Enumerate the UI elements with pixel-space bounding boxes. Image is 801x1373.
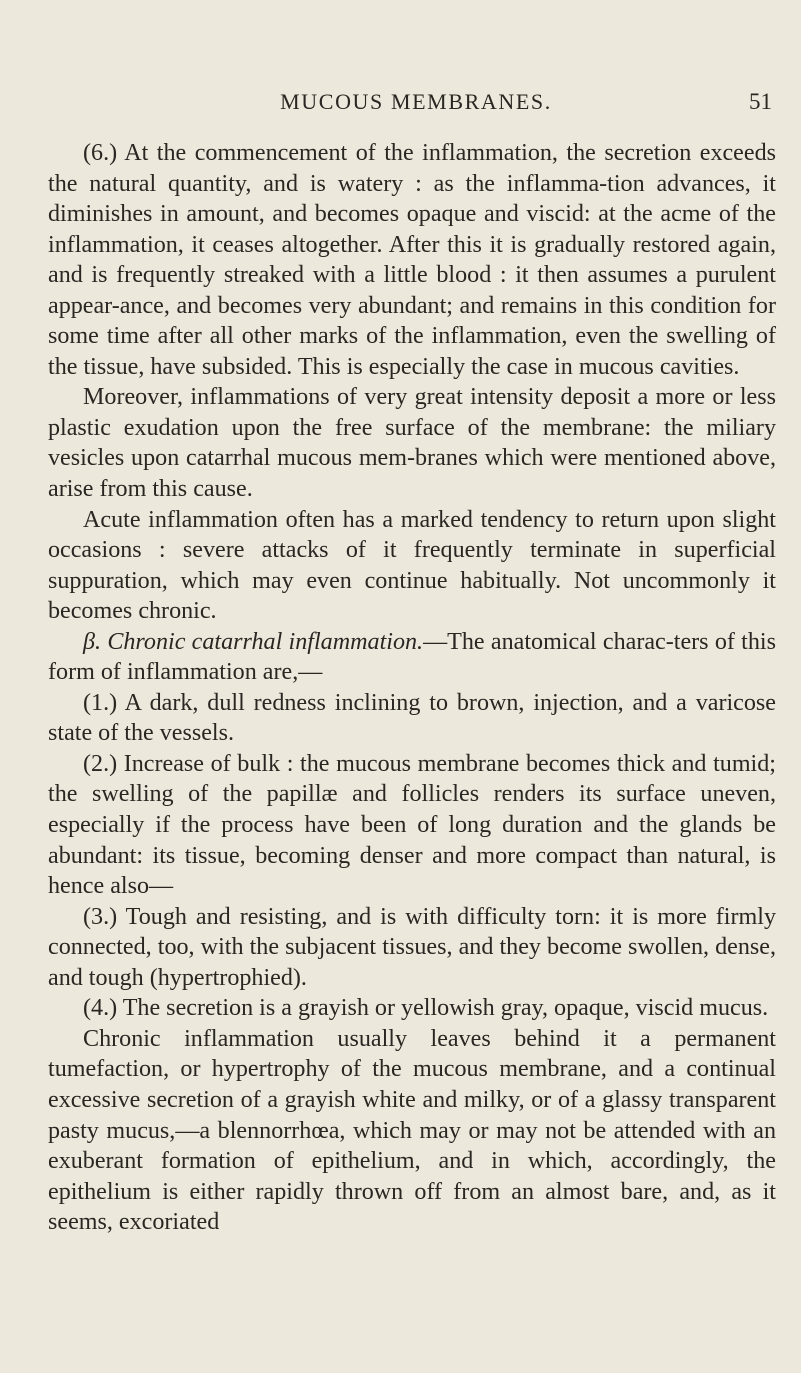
paragraph: (4.) The secretion is a grayish or yellowish gray, opaque, viscid mucus. [83,995,769,1022]
running-head [60,84,772,120]
paragraph-text: —The anatomical charac-ters of this form of inflammation are,— [48,628,776,686]
section-heading: Chronic catarrhal inflammation. [107,628,424,655]
paragraph: (1.) A dark, dull redness inclining to brown, injection, and a varicose state of the vessels. [48,689,776,747]
paragraph: Moreover, inflammations of very great intensity deposit a more or less plastic exudation upon the free surface of the membrane: the miliary vesicles upon catarrhal mucous mem-branes which were mentioned above, arise from this cause. [48,384,776,503]
paragraph: Chronic inflammation usually leaves behind it a permanent tumefaction, or hypertrophy of the mucous membrane, and a continual excessive secretion of a grayish white and milky, or of a glassy transparent pasty mucus,—a blennorrhœa, which may or may not be attended with an exuberant formation of epithelium, and in which, accordingly, the epithelium is either rapidly thrown off from an almost bare, and, as it seems, excoriated [48,1025,776,1236]
running-title: MUCOUS MEMBRANES. [280,89,552,114]
paragraph-chronic-heading [48,627,776,688]
paragraph: Acute inflammation often has a marked tendency to return upon slight occasions : severe attacks of it frequently terminate in superficial suppuration, which may even continue habitually. Not uncommonly it becomes chronic. [48,506,776,625]
paragraph: (3.) Tough and resisting, and is with difficulty torn: it is more firmly connected, too, with the subjacent tissues, and they become swollen, dense, and tough (hypertrophied). [48,903,776,991]
paragraph: (2.) Increase of bulk : the mucous membrane becomes thick and tumid; the swelling of the papillæ and follicles renders its surface uneven, especially if the process have been of long duration and the glands be abundant: its tissue, becoming denser and more compact than natural, is hence also— [48,750,776,900]
paragraph: (6.) At the commencement of the inflammation, the secretion exceeds the natural quantity, and is watery : as the inflamma-tion advances, it diminishes in amount, and becomes opaque and viscid: at the acme of the inflammation, it ceases altogether. After this it is gradually restored again, and is frequently streaked with a little blood : it then assumes a purulent appear-ance, and becomes very abundant; and remains in this condition for some time after all other marks of the inflammation, even the swelling of the tissue, have subsided. This is especially the case in mucous cavities. [48,140,776,380]
body-text [48,138,776,1238]
page-number: 51 [749,89,772,114]
section-marker: β. [83,628,102,655]
